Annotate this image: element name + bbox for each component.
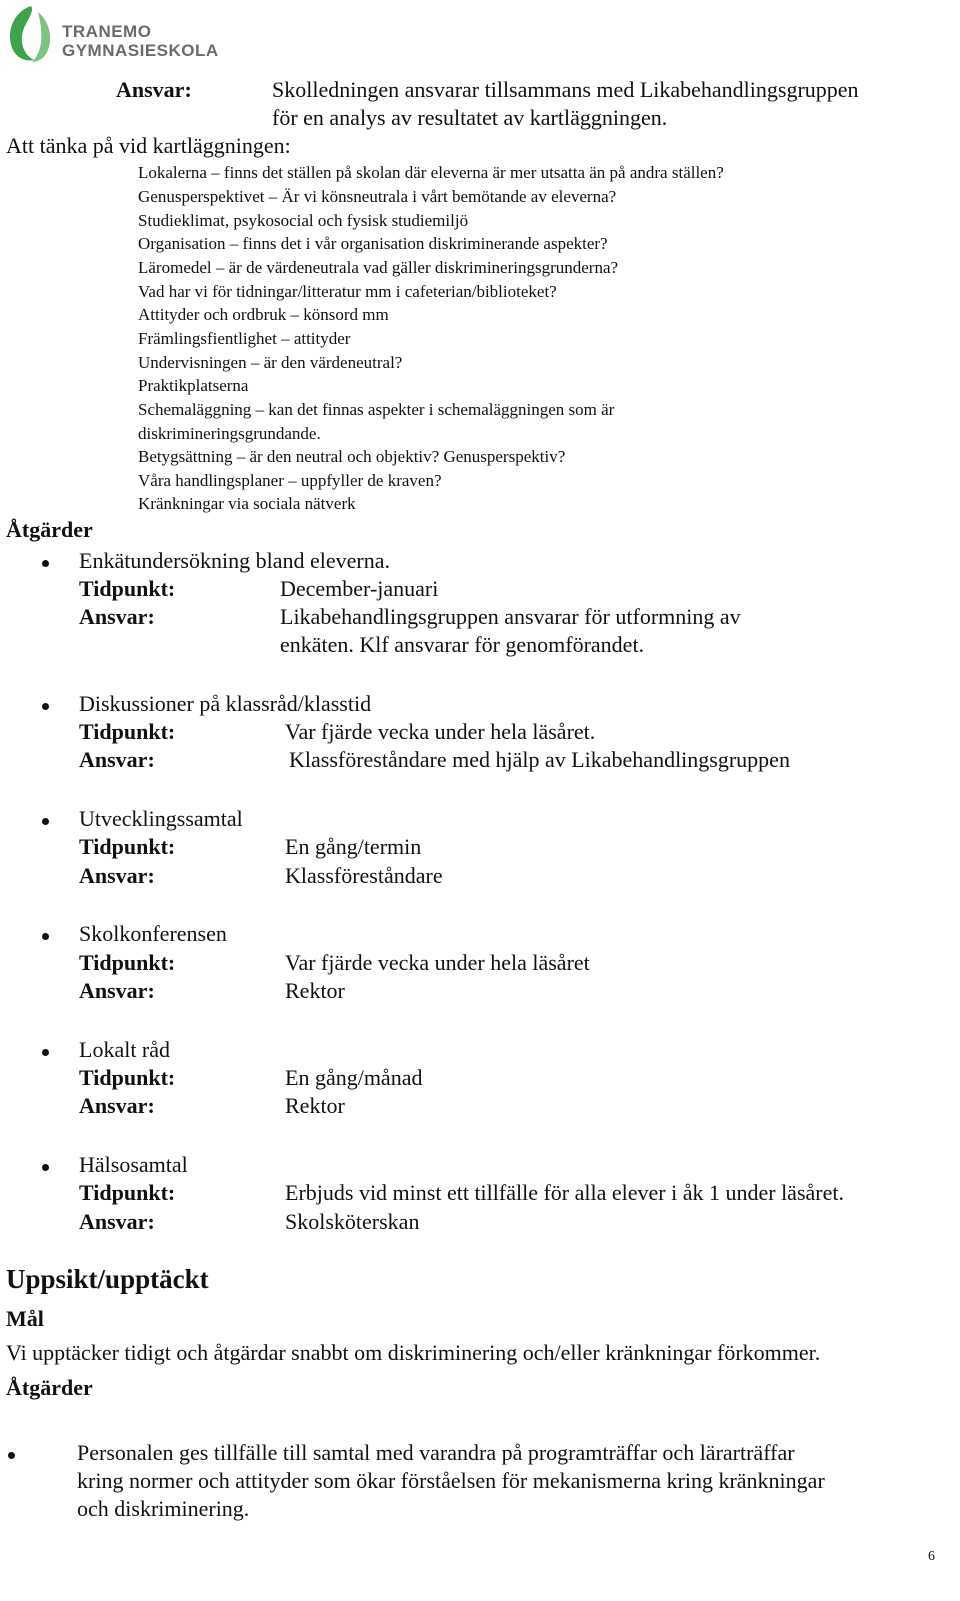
uppsikt-bullet-line2: kring normer och attityder som ökar förståelsen för mekanismerna kring kränkningar bbox=[77, 1468, 825, 1493]
ansvar-label: Ansvar: bbox=[79, 1093, 155, 1118]
uppsikt-heading: Uppsikt/upptäckt bbox=[6, 1264, 209, 1294]
att-tanka-heading: Att tänka på vid kartläggningen: bbox=[6, 133, 291, 158]
tidpunkt-value: Var fjärde vecka under hela läsåret. bbox=[285, 719, 596, 744]
action-title: Skolkonferensen bbox=[79, 921, 227, 946]
checklist-item: Attityder och ordbruk – könsord mm bbox=[138, 305, 389, 324]
uppsikt-bullet-line3: och diskriminering. bbox=[77, 1496, 250, 1521]
ansvar-label: Ansvar: bbox=[79, 747, 155, 772]
checklist-item: Undervisningen – är den värdeneutral? bbox=[138, 353, 403, 372]
ansvar-value: Klassföreståndare bbox=[285, 863, 443, 888]
ansvar-label: Ansvar: bbox=[79, 863, 155, 888]
school-logo bbox=[4, 2, 219, 66]
ansvar-value: Likabehandlingsgruppen ansvarar för utformning av bbox=[280, 604, 741, 629]
intro-ansvar-label: Ansvar: bbox=[116, 77, 192, 102]
page-number: 6 bbox=[928, 1549, 935, 1564]
checklist-item: Organisation – finns det i vår organisation diskriminerande aspekter? bbox=[138, 234, 608, 253]
action-title: Utvecklingssamtal bbox=[79, 806, 243, 831]
mal-text: Vi upptäcker tidigt och åtgärdar snabbt om diskriminering och/eller kränkningar förkommer. bbox=[6, 1340, 821, 1365]
logo-line2: GYMNASIESKOLA bbox=[62, 41, 219, 60]
logo-line1: TRANEMO bbox=[62, 22, 152, 41]
tidpunkt-value: Var fjärde vecka under hela läsåret bbox=[285, 950, 590, 975]
ansvar-value: Skolsköterskan bbox=[285, 1209, 420, 1234]
checklist-item: diskrimineringsgrundande. bbox=[138, 424, 321, 443]
bullet-icon bbox=[42, 818, 49, 825]
ansvar-label: Ansvar: bbox=[79, 1209, 155, 1234]
checklist-item: Vad har vi för tidningar/litteratur mm i cafeterian/biblioteket? bbox=[138, 282, 557, 301]
tidpunkt-label: Tidpunkt: bbox=[79, 834, 176, 859]
checklist-item: Genusperspektivet – Är vi könsneutrala i vårt bemötande av eleverna? bbox=[138, 187, 617, 206]
action-title: Enkätundersökning bland eleverna. bbox=[79, 548, 390, 573]
atgarder-heading: Åtgärder bbox=[6, 517, 93, 542]
tidpunkt-label: Tidpunkt: bbox=[79, 719, 176, 744]
checklist-item: Praktikplatserna bbox=[138, 376, 249, 395]
bullet-icon bbox=[42, 560, 49, 567]
ansvar-value: Rektor bbox=[285, 1093, 345, 1118]
tidpunkt-value: En gång/termin bbox=[285, 834, 422, 859]
checklist-item: Lokalerna – finns det ställen på skolan där eleverna är mer utsatta än på andra ställen? bbox=[138, 163, 724, 182]
bullet-icon bbox=[8, 1452, 15, 1459]
action-title: Diskussioner på klassråd/klasstid bbox=[79, 691, 372, 716]
mal-heading: Mål bbox=[6, 1306, 44, 1331]
intro-ansvar-line1: Skolledningen ansvarar tillsammans med Likabehandlingsgruppen bbox=[272, 77, 859, 102]
checklist-item: Våra handlingsplaner – uppfyller de kraven? bbox=[138, 471, 442, 490]
ansvar-value: Klassföreståndare med hjälp av Likabehandlingsgruppen bbox=[289, 747, 790, 772]
tidpunkt-value: En gång/månad bbox=[285, 1065, 423, 1090]
tidpunkt-label: Tidpunkt: bbox=[79, 576, 176, 601]
tidpunkt-value: December-januari bbox=[280, 576, 439, 601]
bullet-icon bbox=[42, 933, 49, 940]
bullet-icon bbox=[42, 1164, 49, 1171]
checklist-item: Schemaläggning – kan det finnas aspekter i schemaläggningen som är bbox=[138, 400, 615, 419]
checklist-item: Främlingsfientlighet – attityder bbox=[138, 329, 351, 348]
intro-ansvar-line2: för en analys av resultatet av kartläggningen. bbox=[272, 105, 668, 130]
bullet-icon bbox=[42, 703, 49, 710]
ansvar-value-cont: enkäten. Klf ansvarar för genomförandet. bbox=[280, 632, 645, 657]
bullet-icon bbox=[42, 1049, 49, 1056]
checklist-item: Studieklimat, psykosocial och fysisk studiemiljö bbox=[138, 211, 469, 230]
tidpunkt-value: Erbjuds vid minst ett tillfälle för alla elever i åk 1 under läsåret. bbox=[285, 1180, 844, 1205]
checklist-item: Kränkningar via sociala nätverk bbox=[138, 494, 356, 513]
uppsikt-bullet-line1: Personalen ges tillfälle till samtal med varandra på programträffar och lärarträffar bbox=[77, 1440, 795, 1465]
checklist-item: Betygsättning – är den neutral och objektiv? Genusperspektiv? bbox=[138, 447, 566, 466]
atgarder-heading-2: Åtgärder bbox=[6, 1375, 93, 1400]
tidpunkt-label: Tidpunkt: bbox=[79, 1180, 176, 1205]
leaf-logo-icon bbox=[4, 2, 58, 64]
ansvar-label: Ansvar: bbox=[79, 978, 155, 1003]
ansvar-label: Ansvar: bbox=[79, 604, 155, 629]
tidpunkt-label: Tidpunkt: bbox=[79, 950, 176, 975]
ansvar-value: Rektor bbox=[285, 978, 345, 1003]
action-title: Lokalt råd bbox=[79, 1037, 171, 1062]
checklist-item: Läromedel – är de värdeneutrala vad gäller diskrimineringsgrunderna? bbox=[138, 258, 619, 277]
action-title: Hälsosamtal bbox=[79, 1152, 188, 1177]
tidpunkt-label: Tidpunkt: bbox=[79, 1065, 176, 1090]
